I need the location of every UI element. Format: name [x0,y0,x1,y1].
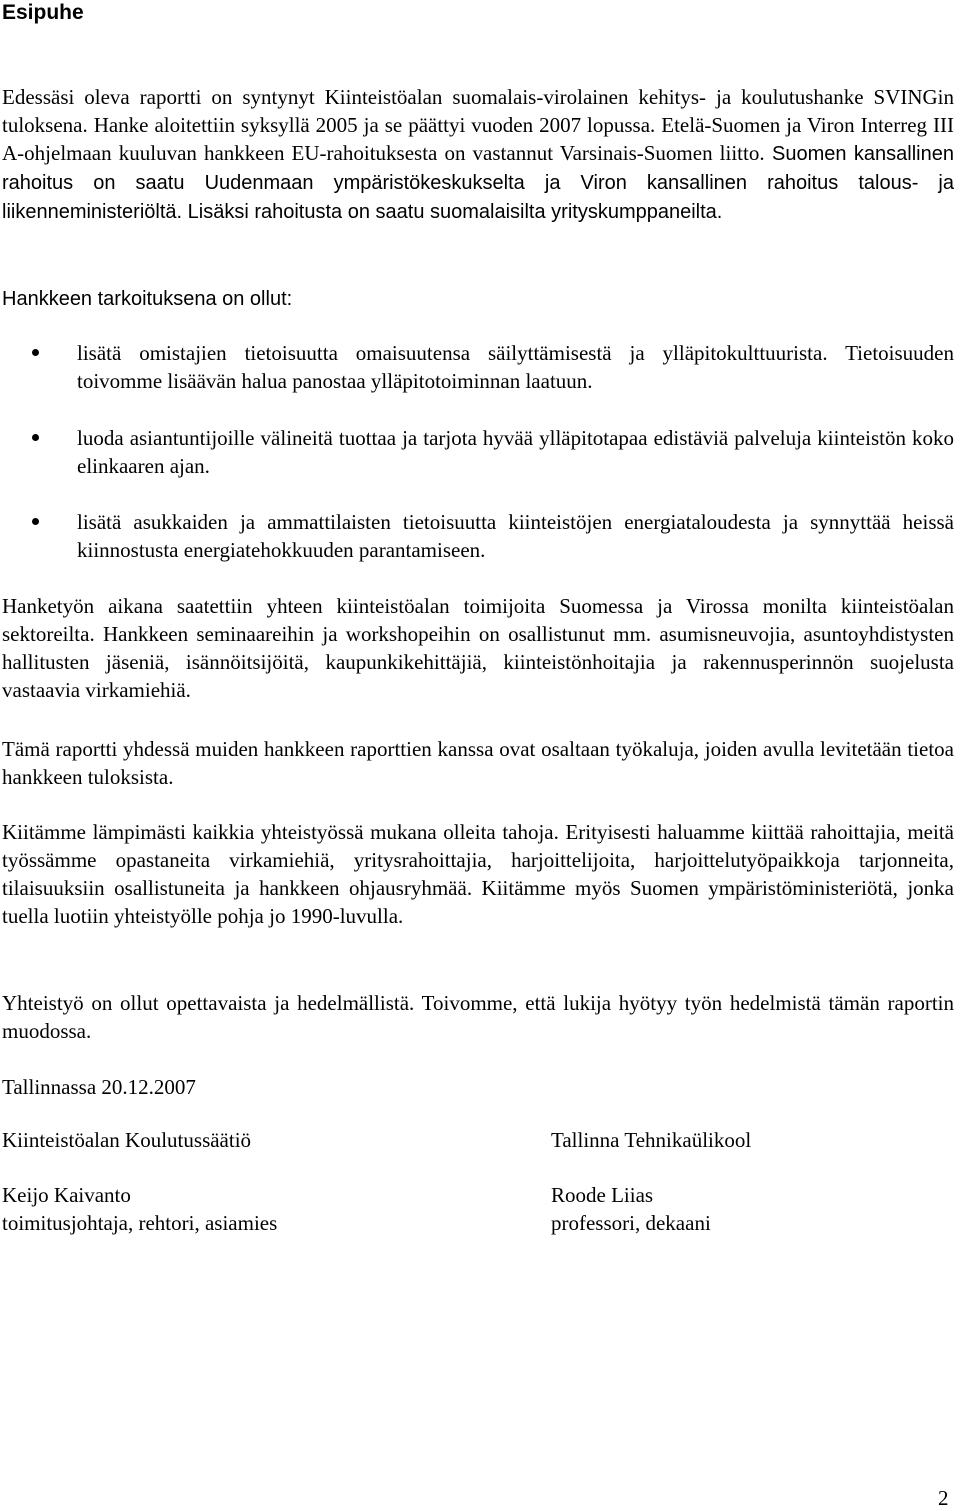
body-paragraph: Tämä raportti yhdessä muiden hankkeen raporttien kanssa ovat osaltaan työkaluja, joiden avulla levitetään tietoa hankkeen tuloksista. [2,737,954,789]
intro-text-sans: Suomen kansallinen rahoitus on saatu Uudenmaan ympäristökeskukselta ja Viron kansallinen rahoitus talous- ja liikenneministeriöltä. Lisäksi rahoitusta on saatu suomalaisilta yrityskumppaneilta. [2,143,954,223]
signatory-title: toimitusjohtaja, rehtori, asiamies [2,1211,278,1235]
bullet-text: lisätä omistajien tietoisuutta omaisuutensa säilyttämisestä ja ylläpitokulttuurista. Tietoisuuden toivomme lisäävän halua panostaa ylläpitotoiminnan laatuun. [77,341,954,393]
signatory-organization: Kiinteistöalan Koulutussäätiö [2,1128,252,1152]
signatory-name: Keijo Kaivanto [2,1183,131,1207]
bullet-text: lisätä asukkaiden ja ammattilaisten tietoisuutta kiinteistöjen energiataloudesta ja synnyttää heissä kiinnostusta energiatehokkuuden parantamiseen. [77,510,954,562]
body-paragraph: Hanketyön aikana saatettiin yhteen kiinteistöalan toimijoita Suomessa ja Virossa monilta kiinteistöalan sektoreilta. Hankkeen seminaareihin ja workshopeihin on osallistunut mm. asumisneuvojia, asuntoyhdistysten hallitusten jäseniä, isännöitsijöitä, kaupunkikehittäjiä, kiinteistönhoitajia ja rakennusperinnön suojelusta vastaavia virkamiehiä. [2,594,954,702]
bullet-text: luoda asiantuntijoille välineitä tuottaa ja tarjota hyvää ylläpitotapaa edistäviä palveluja kiinteistön koko elinkaaren ajan. [77,426,954,478]
bullet-icon [32,434,39,441]
body-paragraph: Yhteistyö on ollut opettavaista ja hedelmällistä. Toivomme, että lukija hyötyy työn hedelmistä tämän raportin muodossa. [2,991,954,1043]
signatory-organization: Tallinna Tehnikaülikool [551,1128,752,1152]
page-number: 2 [938,1486,949,1510]
place-date: Tallinnassa 20.12.2007 [2,1075,196,1099]
signatory-title: professori, dekaani [551,1211,711,1235]
bullet-icon [32,349,39,356]
intro-text-serif: Edessäsi oleva raportti on syntynyt Kiinteistöalan suomalais-virolainen kehitys- ja koulutushanke SVINGin tuloksena. Hanke aloitettiin syksyllä 2005 ja se päättyi vuoden 2007 lopussa. Etelä-Suomen ja Viron Interreg III A-ohjelmaan kuuluvan hankkeen EU-rahoituksesta on vastannut Varsinais-Suomen liitto. [2,85,954,165]
signatory-name: Roode Liias [551,1183,654,1207]
page-title: Esipuhe [2,1,84,24]
purpose-intro: Hankkeen tarkoituksena on ollut: [2,288,293,310]
bullet-icon [32,518,39,525]
body-paragraph: Kiitämme lämpimästi kaikkia yhteistyössä mukana olleita tahoja. Erityisesti haluamme kiittää rahoittajia, meitä työssämme opastaneita virkamiehiä, yritysrahoittajia, harjoittelijoita, harjoittelutyöpaikkoja tarjonneita, tilaisuuksiin osallistuneita ja hankkeen ohjausryhmää. Kiitämme myös Suomen ympäristöministeriötä, jonka tuella luotiin yhteistyölle pohja jo 1990-luvulla. [2,820,954,928]
intro-paragraph [2,83,954,226]
